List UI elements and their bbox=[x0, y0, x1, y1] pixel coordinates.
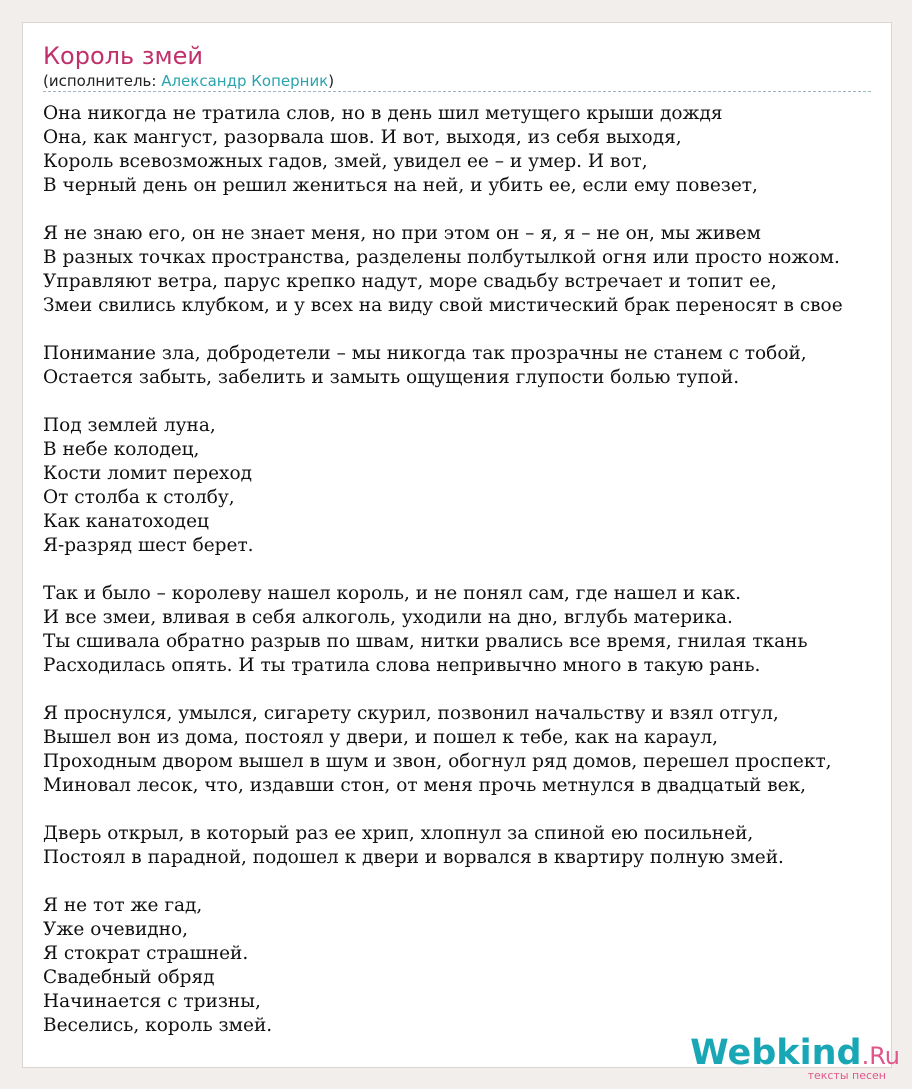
lyric-line: Постоял в парадной, подошел к двери и ворвался в квартиру полную змей. bbox=[43, 847, 784, 868]
artist-link[interactable]: Александр Коперник bbox=[161, 72, 329, 90]
stanza-break bbox=[43, 558, 843, 582]
stanza-break bbox=[43, 798, 843, 822]
lyric-line: Дверь открыл, в который раз ее хрип, хлопнул за спиной ею посильней, bbox=[43, 823, 754, 844]
stanza-break bbox=[43, 390, 843, 414]
stanza-break bbox=[43, 678, 843, 702]
lyric-line: Начинается с тризны, bbox=[43, 991, 261, 1012]
lyric-line: Свадебный обряд bbox=[43, 967, 215, 988]
logo-tld: .Ru bbox=[861, 1042, 900, 1070]
stanza-break bbox=[43, 318, 843, 342]
lyric-line: Она, как мангуст, разорвала шов. И вот, выходя, из себя выходя, bbox=[43, 127, 682, 148]
artist-prefix: (исполнитель: bbox=[43, 72, 162, 90]
lyric-line: Ты сшивала обратно разрыв по швам, нитки рвались все время, гнилая ткань bbox=[43, 631, 808, 652]
lyric-line: Понимание зла, добродетели – мы никогда так прозрачны не станем с тобой, bbox=[43, 343, 807, 364]
lyric-line: Змеи свились клубком, и у всех на виду свой мистический брак переносят в свое bbox=[43, 295, 843, 316]
lyric-line: Управляют ветра, парус крепко надут, море свадьбу встречает и топит ее, bbox=[43, 271, 777, 292]
lyric-line: Я стократ страшней. bbox=[43, 943, 249, 964]
lyric-line: Король всевозможных гадов, змей, увидел ее – и умер. И вот, bbox=[43, 151, 648, 172]
logo-tagline: тексты песен bbox=[807, 1069, 886, 1082]
lyric-line: Уже очевидно, bbox=[43, 919, 189, 940]
song-title: Король змей bbox=[43, 42, 203, 70]
stanza-break bbox=[43, 870, 843, 894]
stanza-break bbox=[43, 198, 843, 222]
lyric-line: В небе колодец, bbox=[43, 439, 200, 460]
lyric-line: От столба к столбу, bbox=[43, 487, 235, 508]
lyric-line: Так и было – королеву нашел король, и не понял сам, где нашел и как. bbox=[43, 583, 742, 604]
lyric-line: Я-разряд шест берет. bbox=[43, 535, 254, 556]
lyric-line: Вышел вон из дома, постоял у двери, и пошел к тебе, как на караул, bbox=[43, 727, 719, 748]
lyrics-text bbox=[43, 102, 843, 1038]
lyric-line: Веселись, король змей. bbox=[43, 1015, 273, 1036]
lyric-line: Расходилась опять. И ты тратила слова непривычно много в такую рань. bbox=[43, 655, 761, 676]
lyric-line: В разных точках пространства, разделены полбутылкой огня или просто ножом. bbox=[43, 247, 840, 268]
lyric-line: Миновал лесок, что, издавши стон, от меня прочь метнулся в двадцатый век, bbox=[43, 775, 807, 796]
lyric-line: Я не тот же гад, bbox=[43, 895, 203, 916]
lyric-line: Я не знаю его, он не знает меня, но при этом он – я, я – не он, мы живем bbox=[43, 223, 761, 244]
artist-suffix: ) bbox=[328, 72, 335, 90]
site-logo[interactable] bbox=[690, 1033, 906, 1083]
artist-line bbox=[43, 71, 871, 92]
lyric-line: Остается забыть, забелить и замыть ощущения глупости болью тупой. bbox=[43, 367, 740, 388]
lyric-line: Она никогда не тратила слов, но в день шил метущего крыши дождя bbox=[43, 103, 723, 124]
lyric-line: Проходным двором вышел в шум и звон, обогнул ряд домов, перешел проспект, bbox=[43, 751, 832, 772]
lyric-line: Я проснулся, умылся, сигарету скурил, позвонил начальству и взял отгул, bbox=[43, 703, 779, 724]
lyric-line: В черный день он решил жениться на ней, и убить ее, если ему повезет, bbox=[43, 175, 758, 196]
lyric-line: Под землей луна, bbox=[43, 415, 216, 436]
lyric-line: Кости ломит переход bbox=[43, 463, 253, 484]
lyrics-card bbox=[22, 22, 892, 1068]
lyric-line: Как канатоходец bbox=[43, 511, 209, 532]
lyric-line: И все змеи, вливая в себя алкоголь, уходили на дно, вглубь материка. bbox=[43, 607, 733, 628]
logo-word: Webkind bbox=[690, 1033, 862, 1073]
